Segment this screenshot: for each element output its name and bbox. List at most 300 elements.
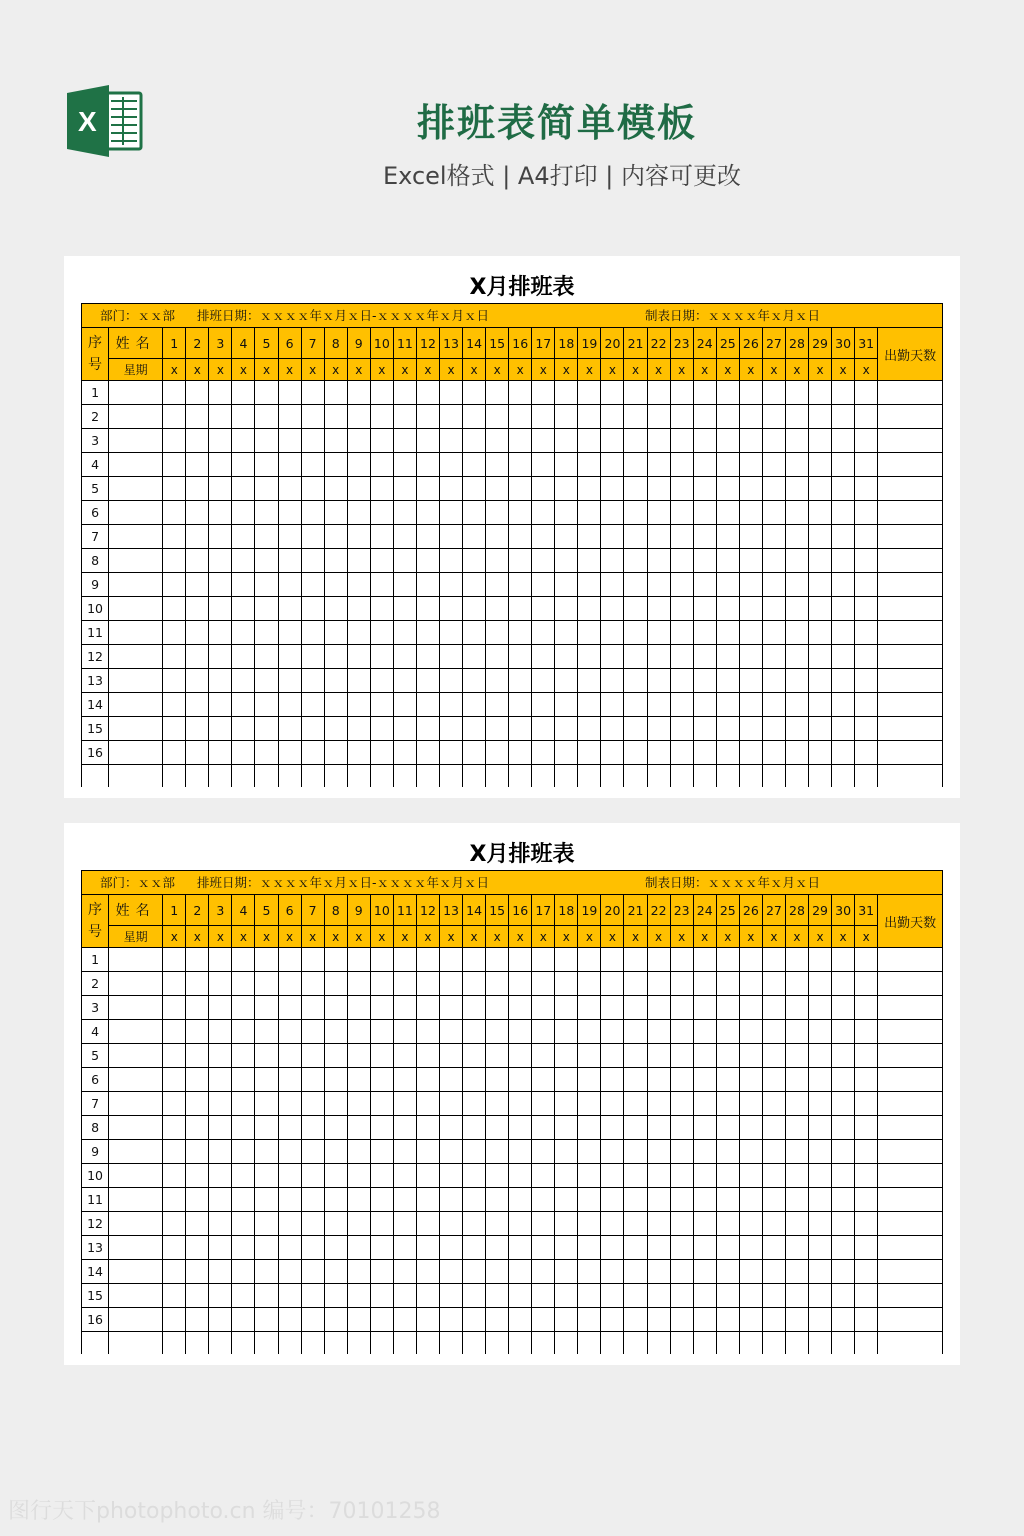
shift-cell[interactable]	[416, 1092, 439, 1116]
shift-cell[interactable]	[832, 429, 855, 453]
shift-cell[interactable]	[209, 573, 232, 597]
shift-cell[interactable]	[647, 645, 670, 669]
shift-cell[interactable]	[301, 453, 324, 477]
shift-cell[interactable]	[324, 1044, 347, 1068]
shift-cell[interactable]	[832, 1164, 855, 1188]
shift-cell[interactable]	[509, 717, 532, 741]
shift-cell[interactable]	[693, 1164, 716, 1188]
shift-cell[interactable]	[855, 1188, 878, 1212]
shift-cell[interactable]	[347, 597, 370, 621]
shift-cell[interactable]	[739, 645, 762, 669]
shift-cell[interactable]	[601, 501, 624, 525]
shift-cell[interactable]	[647, 1236, 670, 1260]
shift-cell[interactable]	[647, 669, 670, 693]
shift-cell[interactable]	[670, 948, 693, 972]
shift-cell[interactable]	[163, 1068, 186, 1092]
attendance-cell[interactable]	[878, 549, 943, 573]
shift-cell[interactable]	[301, 1188, 324, 1212]
shift-cell[interactable]	[578, 741, 601, 765]
shift-cell[interactable]	[209, 381, 232, 405]
shift-cell[interactable]	[624, 405, 647, 429]
shift-cell[interactable]	[855, 429, 878, 453]
shift-cell[interactable]	[324, 1260, 347, 1284]
shift-cell[interactable]	[209, 972, 232, 996]
shift-cell[interactable]	[486, 996, 509, 1020]
shift-cell[interactable]	[716, 621, 739, 645]
shift-cell[interactable]	[555, 1044, 578, 1068]
name-cell[interactable]	[109, 972, 163, 996]
shift-cell[interactable]	[578, 621, 601, 645]
shift-cell[interactable]	[855, 1212, 878, 1236]
shift-cell[interactable]	[532, 741, 555, 765]
shift-cell[interactable]	[716, 1284, 739, 1308]
name-cell[interactable]	[109, 1116, 163, 1140]
shift-cell[interactable]	[278, 501, 301, 525]
shift-cell[interactable]	[832, 996, 855, 1020]
shift-cell[interactable]	[532, 501, 555, 525]
shift-cell[interactable]	[324, 1188, 347, 1212]
shift-cell[interactable]	[347, 948, 370, 972]
shift-cell[interactable]	[393, 693, 416, 717]
shift-cell[interactable]	[232, 948, 255, 972]
shift-cell[interactable]	[855, 948, 878, 972]
shift-cell[interactable]	[832, 972, 855, 996]
shift-cell[interactable]	[278, 972, 301, 996]
shift-cell[interactable]	[670, 1140, 693, 1164]
shift-cell[interactable]	[716, 996, 739, 1020]
shift-cell[interactable]	[762, 1284, 785, 1308]
shift-cell[interactable]	[486, 693, 509, 717]
shift-cell[interactable]	[370, 1068, 393, 1092]
shift-cell[interactable]	[601, 525, 624, 549]
shift-cell[interactable]	[739, 1260, 762, 1284]
shift-cell[interactable]	[578, 972, 601, 996]
shift-cell[interactable]	[278, 525, 301, 549]
attendance-cell[interactable]	[878, 1212, 943, 1236]
shift-cell[interactable]	[347, 1164, 370, 1188]
name-cell[interactable]	[109, 1044, 163, 1068]
shift-cell[interactable]	[762, 549, 785, 573]
shift-cell[interactable]	[855, 1068, 878, 1092]
shift-cell[interactable]	[209, 948, 232, 972]
shift-cell[interactable]	[509, 693, 532, 717]
shift-cell[interactable]	[393, 1044, 416, 1068]
shift-cell[interactable]	[785, 741, 808, 765]
shift-cell[interactable]	[186, 381, 209, 405]
shift-cell[interactable]	[739, 1020, 762, 1044]
shift-cell[interactable]	[762, 405, 785, 429]
shift-cell[interactable]	[808, 573, 831, 597]
shift-cell[interactable]	[855, 549, 878, 573]
name-cell[interactable]	[109, 525, 163, 549]
shift-cell[interactable]	[578, 1236, 601, 1260]
shift-cell[interactable]	[463, 597, 486, 621]
shift-cell[interactable]	[186, 1308, 209, 1332]
shift-cell[interactable]	[463, 549, 486, 573]
attendance-cell[interactable]	[878, 621, 943, 645]
shift-cell[interactable]	[370, 549, 393, 573]
shift-cell[interactable]	[808, 1092, 831, 1116]
shift-cell[interactable]	[255, 1092, 278, 1116]
shift-cell[interactable]	[463, 972, 486, 996]
shift-cell[interactable]	[624, 1044, 647, 1068]
shift-cell[interactable]	[532, 549, 555, 573]
name-cell[interactable]	[109, 1140, 163, 1164]
shift-cell[interactable]	[785, 972, 808, 996]
shift-cell[interactable]	[255, 693, 278, 717]
shift-cell[interactable]	[393, 1164, 416, 1188]
shift-cell[interactable]	[532, 381, 555, 405]
shift-cell[interactable]	[624, 549, 647, 573]
shift-cell[interactable]	[347, 501, 370, 525]
shift-cell[interactable]	[463, 1116, 486, 1140]
shift-cell[interactable]	[647, 381, 670, 405]
shift-cell[interactable]	[762, 429, 785, 453]
shift-cell[interactable]	[647, 972, 670, 996]
shift-cell[interactable]	[324, 669, 347, 693]
shift-cell[interactable]	[232, 1212, 255, 1236]
shift-cell[interactable]	[532, 477, 555, 501]
shift-cell[interactable]	[278, 1164, 301, 1188]
attendance-cell[interactable]	[878, 1116, 943, 1140]
shift-cell[interactable]	[739, 693, 762, 717]
shift-cell[interactable]	[255, 453, 278, 477]
shift-cell[interactable]	[670, 381, 693, 405]
shift-cell[interactable]	[163, 621, 186, 645]
shift-cell[interactable]	[693, 477, 716, 501]
shift-cell[interactable]	[624, 1164, 647, 1188]
shift-cell[interactable]	[278, 573, 301, 597]
shift-cell[interactable]	[301, 1116, 324, 1140]
shift-cell[interactable]	[463, 525, 486, 549]
shift-cell[interactable]	[509, 645, 532, 669]
shift-cell[interactable]	[647, 1164, 670, 1188]
shift-cell[interactable]	[647, 717, 670, 741]
shift-cell[interactable]	[739, 948, 762, 972]
shift-cell[interactable]	[693, 717, 716, 741]
shift-cell[interactable]	[624, 597, 647, 621]
shift-cell[interactable]	[762, 525, 785, 549]
shift-cell[interactable]	[186, 405, 209, 429]
shift-cell[interactable]	[647, 453, 670, 477]
shift-cell[interactable]	[186, 1284, 209, 1308]
shift-cell[interactable]	[416, 972, 439, 996]
shift-cell[interactable]	[324, 549, 347, 573]
name-cell[interactable]	[109, 429, 163, 453]
shift-cell[interactable]	[163, 1308, 186, 1332]
shift-cell[interactable]	[693, 1236, 716, 1260]
shift-cell[interactable]	[347, 1260, 370, 1284]
shift-cell[interactable]	[601, 693, 624, 717]
shift-cell[interactable]	[163, 1260, 186, 1284]
shift-cell[interactable]	[647, 501, 670, 525]
shift-cell[interactable]	[716, 1092, 739, 1116]
shift-cell[interactable]	[324, 1068, 347, 1092]
shift-cell[interactable]	[463, 693, 486, 717]
shift-cell[interactable]	[601, 1044, 624, 1068]
shift-cell[interactable]	[832, 1308, 855, 1332]
shift-cell[interactable]	[509, 549, 532, 573]
shift-cell[interactable]	[855, 741, 878, 765]
shift-cell[interactable]	[693, 525, 716, 549]
shift-cell[interactable]	[232, 1044, 255, 1068]
shift-cell[interactable]	[647, 597, 670, 621]
shift-cell[interactable]	[347, 996, 370, 1020]
shift-cell[interactable]	[855, 1164, 878, 1188]
shift-cell[interactable]	[578, 1140, 601, 1164]
shift-cell[interactable]	[785, 669, 808, 693]
shift-cell[interactable]	[578, 1044, 601, 1068]
shift-cell[interactable]	[416, 1068, 439, 1092]
shift-cell[interactable]	[347, 1308, 370, 1332]
shift-cell[interactable]	[808, 501, 831, 525]
shift-cell[interactable]	[439, 1284, 462, 1308]
shift-cell[interactable]	[785, 1044, 808, 1068]
shift-cell[interactable]	[670, 1212, 693, 1236]
shift-cell[interactable]	[532, 645, 555, 669]
shift-cell[interactable]	[301, 621, 324, 645]
shift-cell[interactable]	[347, 1092, 370, 1116]
shift-cell[interactable]	[624, 972, 647, 996]
shift-cell[interactable]	[301, 717, 324, 741]
shift-cell[interactable]	[716, 549, 739, 573]
shift-cell[interactable]	[324, 717, 347, 741]
shift-cell[interactable]	[670, 621, 693, 645]
attendance-cell[interactable]	[878, 1068, 943, 1092]
shift-cell[interactable]	[463, 1308, 486, 1332]
shift-cell[interactable]	[808, 972, 831, 996]
shift-cell[interactable]	[578, 597, 601, 621]
shift-cell[interactable]	[301, 1164, 324, 1188]
shift-cell[interactable]	[785, 1116, 808, 1140]
shift-cell[interactable]	[601, 381, 624, 405]
attendance-cell[interactable]	[878, 996, 943, 1020]
shift-cell[interactable]	[832, 573, 855, 597]
shift-cell[interactable]	[370, 1188, 393, 1212]
shift-cell[interactable]	[716, 1044, 739, 1068]
shift-cell[interactable]	[163, 405, 186, 429]
shift-cell[interactable]	[532, 429, 555, 453]
shift-cell[interactable]	[324, 1020, 347, 1044]
shift-cell[interactable]	[785, 525, 808, 549]
shift-cell[interactable]	[486, 1260, 509, 1284]
attendance-cell[interactable]	[878, 429, 943, 453]
shift-cell[interactable]	[762, 1044, 785, 1068]
shift-cell[interactable]	[578, 1212, 601, 1236]
shift-cell[interactable]	[232, 1284, 255, 1308]
shift-cell[interactable]	[532, 1068, 555, 1092]
shift-cell[interactable]	[278, 1188, 301, 1212]
shift-cell[interactable]	[347, 741, 370, 765]
shift-cell[interactable]	[232, 972, 255, 996]
shift-cell[interactable]	[416, 996, 439, 1020]
shift-cell[interactable]	[370, 405, 393, 429]
shift-cell[interactable]	[186, 645, 209, 669]
shift-cell[interactable]	[670, 1116, 693, 1140]
shift-cell[interactable]	[370, 501, 393, 525]
shift-cell[interactable]	[186, 621, 209, 645]
shift-cell[interactable]	[278, 717, 301, 741]
shift-cell[interactable]	[808, 453, 831, 477]
shift-cell[interactable]	[416, 1020, 439, 1044]
shift-cell[interactable]	[347, 1188, 370, 1212]
shift-cell[interactable]	[624, 1140, 647, 1164]
shift-cell[interactable]	[301, 597, 324, 621]
name-cell[interactable]	[109, 573, 163, 597]
shift-cell[interactable]	[601, 972, 624, 996]
shift-cell[interactable]	[486, 669, 509, 693]
shift-cell[interactable]	[808, 717, 831, 741]
shift-cell[interactable]	[647, 477, 670, 501]
shift-cell[interactable]	[463, 741, 486, 765]
shift-cell[interactable]	[647, 1020, 670, 1044]
shift-cell[interactable]	[555, 741, 578, 765]
shift-cell[interactable]	[647, 1092, 670, 1116]
name-cell[interactable]	[109, 549, 163, 573]
shift-cell[interactable]	[578, 429, 601, 453]
shift-cell[interactable]	[393, 597, 416, 621]
shift-cell[interactable]	[509, 597, 532, 621]
attendance-cell[interactable]	[878, 1140, 943, 1164]
shift-cell[interactable]	[486, 1188, 509, 1212]
shift-cell[interactable]	[324, 405, 347, 429]
shift-cell[interactable]	[555, 501, 578, 525]
shift-cell[interactable]	[463, 453, 486, 477]
shift-cell[interactable]	[578, 1188, 601, 1212]
shift-cell[interactable]	[762, 948, 785, 972]
shift-cell[interactable]	[739, 453, 762, 477]
shift-cell[interactable]	[416, 717, 439, 741]
shift-cell[interactable]	[416, 1140, 439, 1164]
shift-cell[interactable]	[532, 1092, 555, 1116]
shift-cell[interactable]	[347, 1044, 370, 1068]
shift-cell[interactable]	[278, 429, 301, 453]
attendance-cell[interactable]	[878, 693, 943, 717]
shift-cell[interactable]	[209, 1044, 232, 1068]
shift-cell[interactable]	[347, 621, 370, 645]
shift-cell[interactable]	[324, 1116, 347, 1140]
shift-cell[interactable]	[762, 1116, 785, 1140]
shift-cell[interactable]	[324, 429, 347, 453]
shift-cell[interactable]	[601, 573, 624, 597]
shift-cell[interactable]	[762, 573, 785, 597]
shift-cell[interactable]	[486, 429, 509, 453]
shift-cell[interactable]	[855, 1140, 878, 1164]
shift-cell[interactable]	[163, 669, 186, 693]
shift-cell[interactable]	[670, 1188, 693, 1212]
attendance-cell[interactable]	[878, 972, 943, 996]
shift-cell[interactable]	[716, 1020, 739, 1044]
shift-cell[interactable]	[762, 501, 785, 525]
shift-cell[interactable]	[624, 948, 647, 972]
shift-cell[interactable]	[808, 549, 831, 573]
shift-cell[interactable]	[370, 1308, 393, 1332]
shift-cell[interactable]	[670, 1044, 693, 1068]
shift-cell[interactable]	[624, 1284, 647, 1308]
shift-cell[interactable]	[509, 741, 532, 765]
shift-cell[interactable]	[186, 1092, 209, 1116]
shift-cell[interactable]	[578, 1260, 601, 1284]
shift-cell[interactable]	[439, 1092, 462, 1116]
shift-cell[interactable]	[785, 1188, 808, 1212]
shift-cell[interactable]	[555, 1164, 578, 1188]
shift-cell[interactable]	[439, 972, 462, 996]
shift-cell[interactable]	[578, 1068, 601, 1092]
shift-cell[interactable]	[601, 1116, 624, 1140]
shift-cell[interactable]	[716, 972, 739, 996]
shift-cell[interactable]	[716, 693, 739, 717]
shift-cell[interactable]	[739, 549, 762, 573]
shift-cell[interactable]	[808, 1164, 831, 1188]
shift-cell[interactable]	[486, 1092, 509, 1116]
shift-cell[interactable]	[301, 972, 324, 996]
shift-cell[interactable]	[716, 1068, 739, 1092]
name-cell[interactable]	[109, 597, 163, 621]
shift-cell[interactable]	[808, 597, 831, 621]
attendance-cell[interactable]	[878, 1284, 943, 1308]
shift-cell[interactable]	[716, 1188, 739, 1212]
shift-cell[interactable]	[209, 996, 232, 1020]
shift-cell[interactable]	[255, 597, 278, 621]
shift-cell[interactable]	[693, 405, 716, 429]
shift-cell[interactable]	[347, 972, 370, 996]
shift-cell[interactable]	[255, 405, 278, 429]
shift-cell[interactable]	[693, 453, 716, 477]
shift-cell[interactable]	[555, 621, 578, 645]
shift-cell[interactable]	[739, 1164, 762, 1188]
shift-cell[interactable]	[693, 381, 716, 405]
shift-cell[interactable]	[855, 405, 878, 429]
shift-cell[interactable]	[393, 1140, 416, 1164]
shift-cell[interactable]	[486, 1020, 509, 1044]
attendance-cell[interactable]	[878, 501, 943, 525]
shift-cell[interactable]	[439, 573, 462, 597]
shift-cell[interactable]	[393, 948, 416, 972]
shift-cell[interactable]	[301, 381, 324, 405]
shift-cell[interactable]	[739, 1092, 762, 1116]
shift-cell[interactable]	[486, 1116, 509, 1140]
shift-cell[interactable]	[232, 1116, 255, 1140]
shift-cell[interactable]	[324, 573, 347, 597]
shift-cell[interactable]	[739, 525, 762, 549]
shift-cell[interactable]	[624, 1116, 647, 1140]
shift-cell[interactable]	[209, 621, 232, 645]
shift-cell[interactable]	[601, 429, 624, 453]
attendance-cell[interactable]	[878, 1188, 943, 1212]
shift-cell[interactable]	[186, 477, 209, 501]
shift-cell[interactable]	[808, 1116, 831, 1140]
shift-cell[interactable]	[486, 645, 509, 669]
shift-cell[interactable]	[555, 453, 578, 477]
shift-cell[interactable]	[163, 972, 186, 996]
name-cell[interactable]	[109, 948, 163, 972]
shift-cell[interactable]	[255, 621, 278, 645]
shift-cell[interactable]	[578, 381, 601, 405]
shift-cell[interactable]	[486, 381, 509, 405]
shift-cell[interactable]	[209, 1260, 232, 1284]
shift-cell[interactable]	[647, 573, 670, 597]
shift-cell[interactable]	[209, 645, 232, 669]
shift-cell[interactable]	[324, 525, 347, 549]
shift-cell[interactable]	[439, 1140, 462, 1164]
shift-cell[interactable]	[186, 1068, 209, 1092]
shift-cell[interactable]	[693, 1044, 716, 1068]
shift-cell[interactable]	[532, 1212, 555, 1236]
name-cell[interactable]	[109, 381, 163, 405]
shift-cell[interactable]	[486, 1068, 509, 1092]
shift-cell[interactable]	[416, 477, 439, 501]
shift-cell[interactable]	[255, 381, 278, 405]
